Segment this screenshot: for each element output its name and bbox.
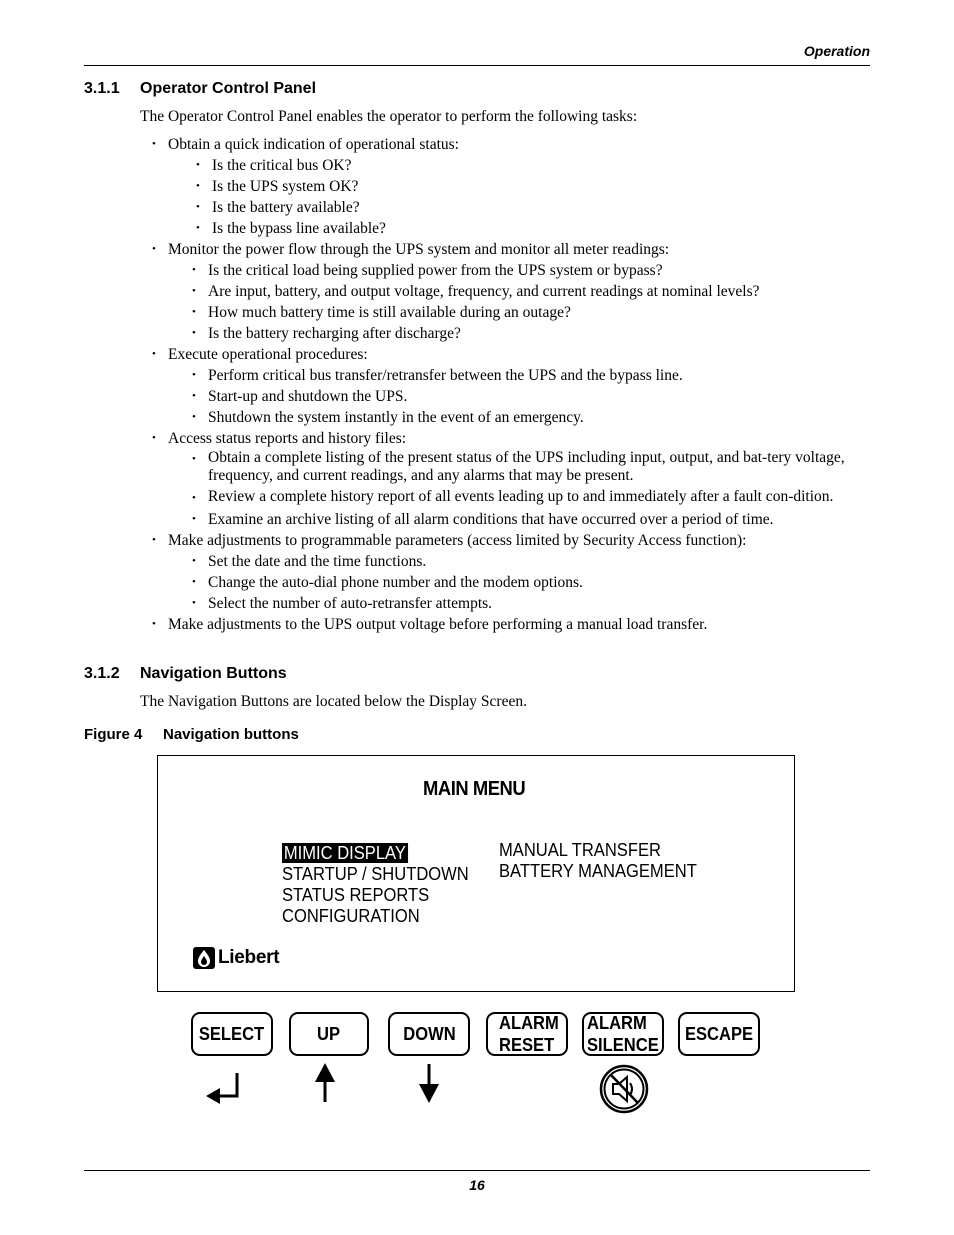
menu-item-mimic-display[interactable]: MIMIC DISPLAY: [283, 843, 406, 863]
figure-number: Figure 4: [84, 726, 143, 743]
page-footer-rule: [84, 1170, 870, 1171]
speaker-muted-icon: [598, 1063, 650, 1115]
alarm-silence-label-line2: SILENCE: [587, 1035, 659, 1055]
sub-list: [168, 155, 872, 239]
header-section-title: Operation: [803, 43, 870, 59]
menu-item-manual-transfer[interactable]: MANUAL TRANSFER: [499, 840, 661, 860]
sub-list: [168, 449, 872, 530]
menu-item-configuration[interactable]: CONFIGURATION: [282, 906, 420, 926]
sub-list-item: • Shutdown the system instantly in the event of an emergency.: [192, 407, 872, 428]
sub-list: [168, 260, 872, 344]
sub-list-item: • Is the bypass line available?: [196, 218, 872, 239]
list-item-text: Execute operational procedures:: [168, 346, 368, 363]
alarm-reset-label-line1: ALARM: [499, 1013, 559, 1033]
menu-item-status-reports[interactable]: STATUS REPORTS: [282, 885, 430, 905]
liebert-logo: [192, 946, 279, 970]
sub-list: [168, 365, 872, 428]
down-button[interactable]: [388, 1012, 470, 1056]
alarm-reset-label-line2: RESET: [499, 1035, 555, 1055]
list-item: [152, 530, 872, 614]
up-button[interactable]: [289, 1012, 369, 1056]
list-item: [152, 428, 872, 530]
menu-item-battery-management[interactable]: BATTERY MANAGEMENT: [499, 861, 697, 881]
sub-list-item: • Examine an archive listing of all alarm conditions that have occurred over a period of time.: [192, 509, 872, 530]
liebert-logo-text: Liebert: [218, 947, 280, 968]
sub-list-item: • Start-up and shutdown the UPS.: [192, 386, 872, 407]
list-item-text: Make adjustments to the UPS output voltage before performing a manual load transfer.: [168, 616, 708, 633]
sub-list-item: • Is the battery recharging after discharge?: [192, 323, 872, 344]
task-list: [152, 134, 872, 635]
list-item: [152, 134, 872, 239]
section-title: Operator Control Panel: [140, 80, 317, 97]
sub-list-item: • Obtain a complete listing of the present status of the UPS including input, output, and bat-tery voltage, frequency, and current readings, and any alarms that may be present.: [192, 449, 872, 485]
section-heading-operator-control-panel: [84, 80, 316, 98]
page-number: 16: [469, 1177, 485, 1193]
list-item-text: Monitor the power flow through the UPS system and monitor all meter readings:: [168, 241, 670, 258]
sub-list-item: • Is the UPS system OK?: [196, 176, 872, 197]
sub-list-item: • Is the critical load being supplied power from the UPS system or bypass?: [192, 260, 872, 281]
up-button-label: UP: [317, 1024, 341, 1044]
sub-list-item: • Are input, battery, and output voltage, frequency, and current readings at nominal levels?: [192, 281, 872, 302]
nav-intro-paragraph: The Navigation Buttons are located below the Display Screen.: [140, 693, 527, 710]
figure-caption-text: Navigation buttons: [163, 726, 299, 743]
sub-list-item: • Perform critical bus transfer/retransfer between the UPS and the bypass line.: [192, 365, 872, 386]
page-header: [84, 40, 870, 66]
sub-list-item: • How much battery time is still available during an outage?: [192, 302, 872, 323]
list-item: [152, 614, 872, 635]
list-item-text: Make adjustments to programmable parameters (access limited by Security Access function):: [168, 532, 747, 549]
sub-list-item: • Is the battery available?: [196, 197, 872, 218]
alarm-silence-button[interactable]: [582, 1012, 664, 1056]
list-item-text: Obtain a quick indication of operational status:: [168, 136, 459, 153]
down-button-label: DOWN: [402, 1024, 456, 1044]
list-item: [152, 239, 872, 344]
menu-right-column: [499, 840, 697, 882]
display-screen: [157, 755, 795, 992]
down-arrow-icon: [417, 1062, 441, 1104]
escape-button[interactable]: [678, 1012, 760, 1056]
liebert-flame-icon: [192, 946, 216, 970]
section-number: 3.1.2: [84, 665, 120, 682]
select-button-label: SELECT: [199, 1024, 265, 1044]
alarm-silence-label-line1: ALARM: [587, 1013, 647, 1033]
main-menu-title: MAIN MENU: [423, 778, 526, 800]
sub-list: [168, 551, 872, 614]
list-item: [152, 344, 872, 428]
up-arrow-icon: [313, 1062, 337, 1104]
section-title: Navigation Buttons: [140, 665, 287, 682]
select-button[interactable]: [191, 1012, 273, 1056]
sub-list-item: • Is the critical bus OK?: [196, 155, 872, 176]
sub-list-item: • Review a complete history report of all events leading up to and immediately after a fault con-dition.: [192, 488, 872, 506]
intro-paragraph: The Operator Control Panel enables the operator to perform the following tasks:: [140, 108, 638, 125]
sub-list-item: • Set the date and the time functions.: [192, 551, 872, 572]
escape-button-label: ESCAPE: [684, 1024, 754, 1044]
section-number: 3.1.1: [84, 80, 120, 97]
sub-list-item: • Change the auto-dial phone number and the modem options.: [192, 572, 872, 593]
alarm-reset-button[interactable]: [486, 1012, 568, 1056]
menu-item-startup-shutdown[interactable]: STARTUP / SHUTDOWN: [282, 864, 469, 884]
menu-left-column: [282, 843, 469, 927]
section-heading-navigation-buttons: [84, 665, 287, 683]
list-item-text: Access status reports and history files:: [168, 430, 407, 447]
sub-list-item: • Select the number of auto-retransfer attempts.: [192, 593, 872, 614]
enter-arrow-icon: [204, 1070, 244, 1106]
figure-caption: [84, 726, 299, 743]
